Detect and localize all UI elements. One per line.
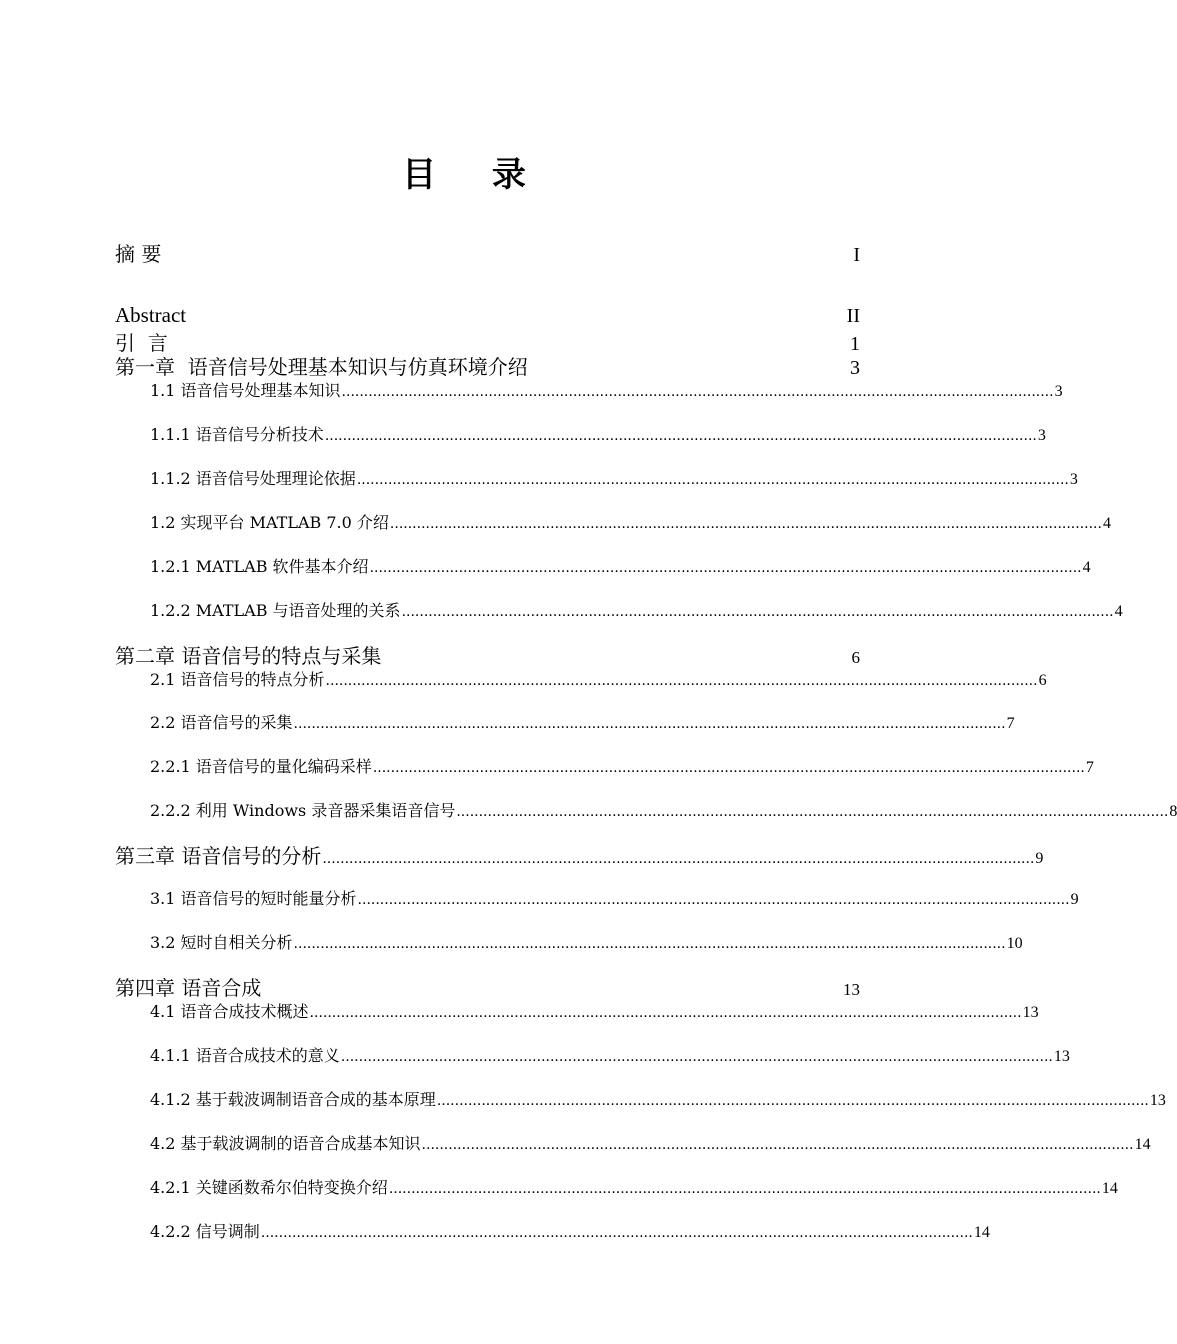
toc-entry-4-2-1[interactable]	[150, 1175, 1118, 1198]
toc-leader: ................................................................................................................................................................	[322, 851, 1035, 867]
toc-entry-abstract-en[interactable]	[115, 303, 860, 328]
toc-entry-2-2-2[interactable]	[150, 798, 1177, 821]
toc-label: 4.1.2 基于载波调制语音合成的基本原理	[150, 1090, 436, 1109]
toc-leader: ................................................................................................................................................................	[293, 716, 1006, 732]
toc-entry-chapter-4[interactable]	[115, 972, 860, 1001]
toc-leader: ................................................................................................................................................................	[421, 1137, 1134, 1153]
toc-leader: ................................................................................................................................................................	[325, 673, 1038, 689]
toc-leader: ................................................................................................................................................................	[401, 604, 1114, 620]
toc-entry-4-2-2[interactable]	[150, 1219, 990, 1242]
toc-entry-1-1-1[interactable]	[150, 422, 1046, 445]
toc-page: 13	[1022, 1004, 1039, 1021]
toc-label: 第一章 语音信号处理基本知识与仿真环境介绍	[115, 355, 528, 379]
toc-label: 1.2.1 MATLAB 软件基本介绍	[150, 557, 369, 576]
toc-label: 2.1 语音信号的特点分析	[150, 670, 325, 689]
toc-leader: ................................................................................................................................................................	[357, 892, 1070, 908]
toc-label: 第二章 语音信号的特点与采集	[115, 644, 382, 668]
toc-label: 引 言	[115, 331, 168, 355]
toc-page: 3	[850, 357, 860, 379]
toc-label: 1.1.2 语音信号处理理论依据	[150, 469, 356, 488]
toc-leader: ................................................................................................................................................................	[389, 516, 1102, 532]
toc-label: 1.2.2 MATLAB 与语音处理的关系	[150, 601, 401, 620]
toc-entry-1-2-1[interactable]	[150, 554, 1091, 577]
toc-leader: ................................................................................................................................................................	[260, 1225, 973, 1241]
toc-label: 第三章 语音信号的分析	[115, 844, 322, 868]
toc-page: 4	[1114, 603, 1123, 620]
toc-page: 14	[1101, 1180, 1118, 1197]
toc-label: 4.1 语音合成技术概述	[150, 1002, 309, 1021]
toc-page: 9	[1070, 891, 1079, 908]
toc-entry-2-1[interactable]	[150, 667, 1047, 690]
toc-leader: ................................................................................................................................................................	[369, 560, 1082, 576]
toc-entry-chapter-2[interactable]	[115, 640, 860, 669]
toc-entry-3-1[interactable]	[150, 886, 1079, 909]
toc-entry-1-2-2[interactable]	[150, 598, 1123, 621]
toc-entry-4-1-2[interactable]	[150, 1087, 1166, 1110]
toc-label: 3.2 短时自相关分析	[150, 933, 293, 952]
toc-page: 3	[1054, 383, 1063, 400]
toc-label: 2.2 语音信号的采集	[150, 713, 293, 732]
toc-page: I	[853, 244, 860, 266]
toc-page: 6	[851, 648, 860, 667]
toc-label: 4.2.2 信号调制	[150, 1222, 260, 1241]
toc-entry-4-1[interactable]	[150, 999, 1039, 1022]
toc-entry-4-1-1[interactable]	[150, 1043, 1070, 1066]
toc-leader: ................................................................................................................................................................	[456, 804, 1169, 820]
toc-label: 摘 要	[115, 242, 162, 266]
toc-entry-abstract-cn[interactable]	[115, 238, 860, 267]
toc-leader: ................................................................................................................................................................	[388, 1181, 1101, 1197]
toc-title: 目 录	[402, 155, 548, 195]
toc-page: 8	[1169, 803, 1177, 820]
toc-label: 1.2 实现平台 MATLAB 7.0 介绍	[150, 513, 389, 532]
toc-page: II	[846, 305, 860, 327]
toc-page: 7	[1085, 759, 1094, 776]
toc-leader: ................................................................................................................................................................	[324, 428, 1037, 444]
toc-label: Abstract	[115, 303, 187, 327]
toc-page: 3	[1037, 427, 1046, 444]
toc-page: 4	[1082, 559, 1091, 576]
toc-page: 3	[1069, 471, 1078, 488]
toc-page: 4	[1102, 515, 1111, 532]
toc-page: 13	[1149, 1092, 1166, 1109]
toc-entry-1-2[interactable]	[150, 510, 1111, 533]
toc-entry-1-1-2[interactable]	[150, 466, 1078, 489]
toc-leader: ................................................................................................................................................................	[436, 1093, 1149, 1109]
toc-page: 14	[973, 1224, 990, 1241]
toc-label: 1.1.1 语音信号分析技术	[150, 425, 324, 444]
toc-leader: ................................................................................................................................................................	[340, 1049, 1053, 1065]
toc-label: 1.1 语音信号处理基本知识	[150, 381, 341, 400]
toc-leader: ................................................................................................................................................................	[356, 472, 1069, 488]
toc-entry-1-1[interactable]	[150, 378, 1063, 401]
toc-page: 14	[1134, 1136, 1151, 1153]
toc-page: 13	[1053, 1048, 1070, 1065]
toc-label: 2.2.2 利用 Windows 录音器采集语音信号	[150, 801, 456, 820]
toc-label: 4.1.1 语音合成技术的意义	[150, 1046, 340, 1065]
toc-entry-3-2[interactable]	[150, 930, 1023, 953]
toc-page: 6	[1038, 672, 1047, 689]
toc-entry-2-2-1[interactable]	[150, 754, 1094, 777]
toc-entry-chapter-3[interactable]	[115, 840, 1044, 869]
toc-page: 1	[850, 333, 860, 355]
toc-label: 4.2 基于载波调制的语音合成基本知识	[150, 1134, 421, 1153]
toc-label: 4.2.1 关键函数希尔伯特变换介绍	[150, 1178, 388, 1197]
toc-entry-2-2[interactable]	[150, 710, 1015, 733]
toc-page: 9	[1035, 850, 1044, 867]
toc-leader: ................................................................................................................................................................	[309, 1005, 1022, 1021]
toc-leader: ................................................................................................................................................................	[293, 936, 1006, 952]
toc-page: 7	[1006, 715, 1015, 732]
toc-page: 10	[1006, 935, 1023, 952]
toc-leader: ................................................................................................................................................................	[341, 384, 1054, 400]
toc-entry-4-2[interactable]	[150, 1131, 1151, 1154]
toc-page: 13	[843, 980, 860, 999]
toc-leader: ................................................................................................................................................................	[372, 760, 1085, 776]
toc-label: 3.1 语音信号的短时能量分析	[150, 889, 357, 908]
toc-label: 第四章 语音合成	[115, 976, 262, 1000]
toc-entry-chapter-1[interactable]	[115, 351, 860, 380]
toc-label: 2.2.1 语音信号的量化编码采样	[150, 757, 372, 776]
